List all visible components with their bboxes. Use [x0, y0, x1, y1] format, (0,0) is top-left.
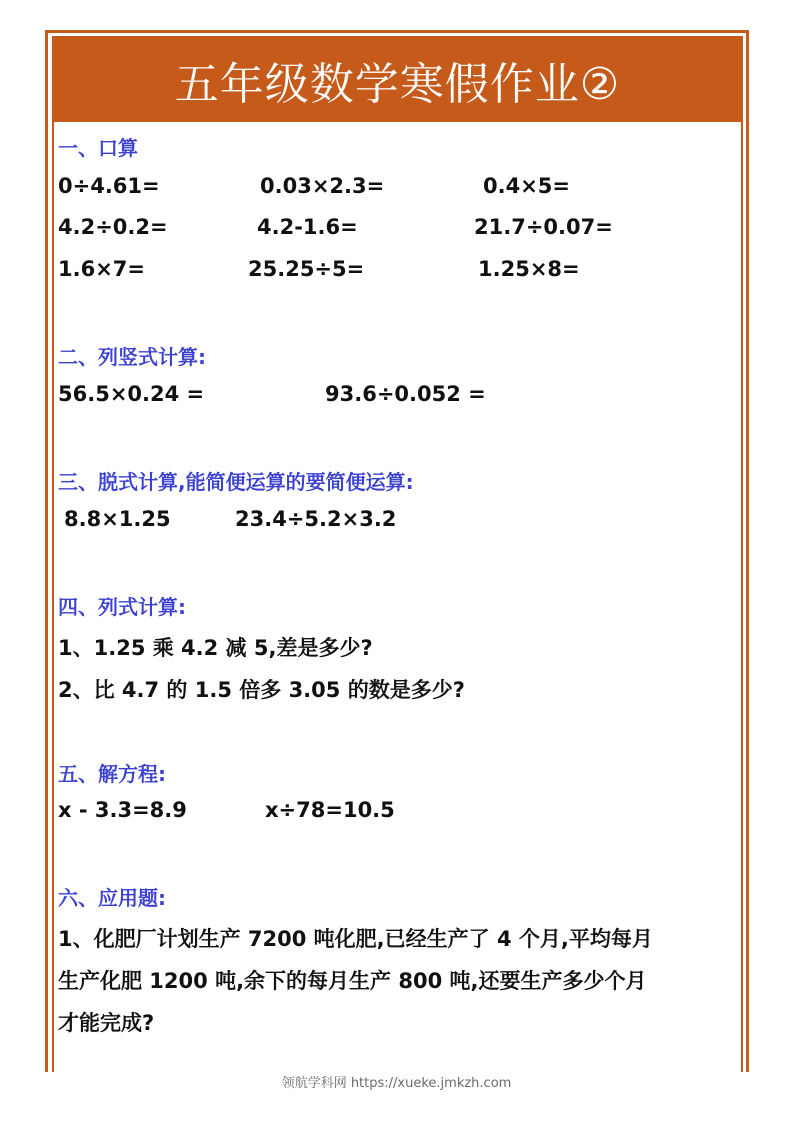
word-problem-line: 1、化肥厂计划生产 7200 吨化肥,已经生产了 4 个月,平均每月	[58, 927, 653, 951]
mental-calc-item: 4.2-1.6=	[257, 215, 358, 239]
stepwise-calc-item: 8.8×1.25	[64, 507, 171, 531]
section-3-heading: 三、脱式计算,能简便运算的要简便运算:	[58, 470, 414, 494]
mental-calc-item: 0.4×5=	[483, 174, 571, 198]
title-banner	[54, 38, 741, 122]
word-problem-line: 才能完成?	[58, 1011, 155, 1035]
section-5-heading: 五、解方程:	[58, 762, 166, 786]
word-expression-question: 1、1.25 乘 4.2 减 5,差是多少?	[58, 636, 373, 660]
section-4-heading: 四、列式计算:	[58, 595, 186, 619]
mental-calc-item: 0÷4.61=	[58, 174, 160, 198]
stepwise-calc-item: 23.4÷5.2×3.2	[235, 507, 397, 531]
mental-calc-item: 4.2÷0.2=	[58, 215, 168, 239]
vertical-calc-item: 93.6÷0.052 =	[325, 382, 486, 406]
section-1-heading: 一、口算	[58, 136, 138, 160]
vertical-calc-item: 56.5×0.24 =	[58, 382, 205, 406]
section-6-heading: 六、应用题:	[58, 886, 166, 910]
mental-calc-item: 21.7÷0.07=	[474, 215, 613, 239]
mental-calc-item: 25.25÷5=	[248, 257, 365, 281]
page-title: 五年级数学寒假作业②	[174, 59, 621, 110]
equation-item: x÷78=10.5	[265, 798, 395, 822]
equation-item: x - 3.3=8.9	[58, 798, 187, 822]
footer-watermark[interactable]: 领航学科网 https://xueke.jmkzh.com	[0, 1072, 793, 1091]
section-2-heading: 二、列竖式计算:	[58, 345, 206, 369]
mental-calc-item: 1.6×7=	[58, 257, 146, 281]
mental-calc-item: 1.25×8=	[478, 257, 580, 281]
mental-calc-item: 0.03×2.3=	[260, 174, 385, 198]
word-expression-question: 2、比 4.7 的 1.5 倍多 3.05 的数是多少?	[58, 678, 465, 702]
word-problem-line: 生产化肥 1200 吨,余下的每月生产 800 吨,还要生产多少个月	[58, 969, 647, 993]
